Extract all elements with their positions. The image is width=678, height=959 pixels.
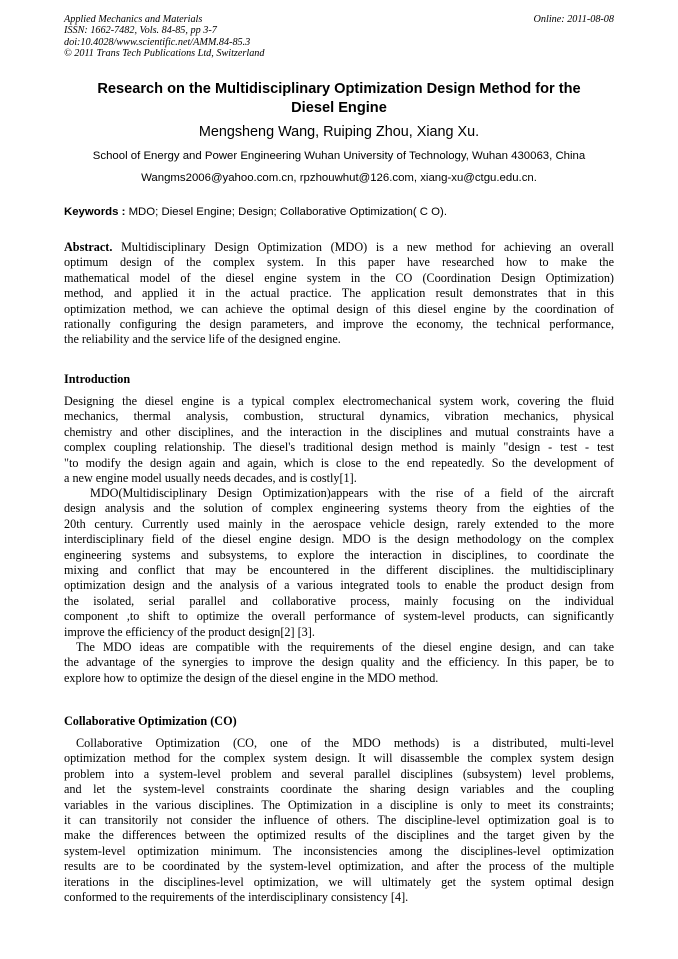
abstract-line: optimum design of the complex system. In this paper have researched how to make the <box>64 255 614 270</box>
introduction-paragraph-3 <box>64 640 614 686</box>
keywords-text: MDO; Diesel Engine; Design; Collaborative Optimization( C O). <box>125 206 447 218</box>
text-line: variables in the various disciplines. The Optimization in a discipline is only to meet its constraints; <box>64 797 614 812</box>
text-line: interdisciplinary field of the diesel engine design. MDO is the design methodology on the complex <box>64 532 614 547</box>
co-heading: Collaborative Optimization (CO) <box>64 714 237 728</box>
paper-title <box>40 80 638 117</box>
journal-metadata <box>64 14 264 60</box>
text-line: Collaborative Optimization (CO, one of the MDO methods) is a distributed, multi-level <box>76 736 614 750</box>
text-line: optimization design and the analysis of a various integrated tools to enable the product design from <box>64 578 614 593</box>
text-line: MDO(Multidisciplinary Design Optimization)appears with the rise of a field of the aircraft <box>90 486 614 500</box>
text-line: improve the efficiency of the product design[2] [3]. <box>64 624 315 639</box>
text-line: the isolated, serial parallel and collaborative process, mainly focusing on the individual <box>64 593 614 608</box>
text-line: chemistry and other disciplines, and the interaction in the disciplines and mutual constraints have a <box>64 424 614 439</box>
text-line: "to modify the design again and again, which is close to the end repeatedly. So the development of <box>64 455 614 470</box>
text-line: mixing and conflict that may be encountered in the different disciplines. the multidisciplinary <box>64 562 614 577</box>
text-line: and let the system-level constraints coordinate the sharing design variables and the coupling <box>64 782 614 797</box>
abstract-line: Abstract. Multidisciplinary Design Optimization (MDO) is a new method for achieving an overall <box>64 240 614 254</box>
authors: Mengsheng Wang, Ruiping Zhou, Xiang Xu. <box>198 124 480 140</box>
abstract-label: Abstract. <box>64 240 113 254</box>
text-line: system-level optimization minimum. The inconsistencies among the disciplines-level optimization <box>64 843 614 858</box>
text-line: component ,to shift to optimize the overall performance of system-level products, can significantly <box>64 609 614 624</box>
journal-name: Applied Mechanics and Materials <box>64 14 203 25</box>
introduction-paragraph-1 <box>64 394 614 486</box>
title-line-1: Research on the Multidisciplinary Optimization Design Method for the <box>97 81 581 97</box>
issn: ISSN: 1662-7482, Vols. 84-85, pp 3-7 <box>64 25 217 37</box>
abstract-line: optimization method, we can achieve the optimal design of this diesel engine by the coordination of <box>64 301 614 316</box>
text-line: results are to be coordinated by the system-level optimization, and after the process of the multiple <box>64 859 614 874</box>
introduction-heading: Introduction <box>64 372 131 386</box>
title-line-2: Diesel Engine <box>291 99 387 116</box>
abstract-line: mathematical model of the diesel engine system in the CO (Coordination Design Optimization) <box>64 270 614 285</box>
text-line: the advantage of the synergies to improve the design quality and the efficiency. In this paper, be to <box>64 655 614 670</box>
abstract <box>64 240 614 348</box>
abstract-line: the reliability and the service life of the designed engine. <box>64 332 341 347</box>
abstract-line: rationally configuring the design parameters, and improve the economy, the technical performance, <box>64 316 614 331</box>
keywords <box>64 206 447 218</box>
text-line: The MDO ideas are compatible with the requirements of the diesel engine design, and can take <box>76 640 614 654</box>
author-emails: Wangms2006@yahoo.com.cn, rpzhouwhut@126.com, xiang-xu@ctgu.edu.cn. <box>141 172 537 184</box>
text-line: optimization method for the complex system design. It will disassemble the complex system design <box>64 751 614 766</box>
text-line: engineering systems and subsystems, to explore the interaction in disciplines, to coordinate the <box>64 547 614 562</box>
text-line: problem into a system-level problem and several parallel disciplines (subsystem) level problems, <box>64 766 614 781</box>
text-line: complex coupling relationship. The diesel's traditional design method is mainly "design - test - test <box>64 440 614 455</box>
text-line: iterations in the disciplines-level optimization, we will ultimately get the system optimal design <box>64 874 614 889</box>
abstract-line: method, and applied it in the actual practice. The application result demonstrates that in this <box>64 286 614 301</box>
introduction-paragraph-2 <box>64 486 614 640</box>
keywords-label: Keywords : <box>64 206 126 218</box>
text-line: conformed to the requirements of the interdisciplinary consistency [4]. <box>64 889 409 904</box>
online-date: Online: 2011-08-08 <box>533 14 614 25</box>
text-line: explore how to optimize the design of the diesel engine in the MDO method. <box>64 670 439 685</box>
text-line: Designing the diesel engine is a typical complex electromechanical system work, covering the fluid <box>64 394 614 408</box>
text-line: design analysis and the solution of complex engineering systems theory from the eighties of the <box>64 501 614 516</box>
text-line: it can transitorily not consider the influence of others. The discipline-level optimization goal is to <box>64 812 614 827</box>
doi: doi:10.4028/www.scientific.net/AMM.84-85.3 <box>64 36 251 48</box>
text-line: 20th century. Currently used mainly in the aerospace vehicle design, rarely extended to the more <box>64 516 614 531</box>
copyright: © 2011 Trans Tech Publications Ltd, Switzerland <box>64 48 265 60</box>
text-line: make the differences between the optimized results of the disciplines and the target given by the <box>64 828 614 843</box>
text-line: a new engine model usually needs decades, and is costly[1]. <box>64 470 357 485</box>
affiliation: School of Energy and Power Engineering Wuhan University of Technology, Wuhan 430063, China <box>92 150 586 162</box>
text-line: mechanics, thermal analysis, combustion, structural dynamics, vibration mechanics, physical <box>64 409 614 424</box>
co-paragraph-1 <box>64 736 614 905</box>
